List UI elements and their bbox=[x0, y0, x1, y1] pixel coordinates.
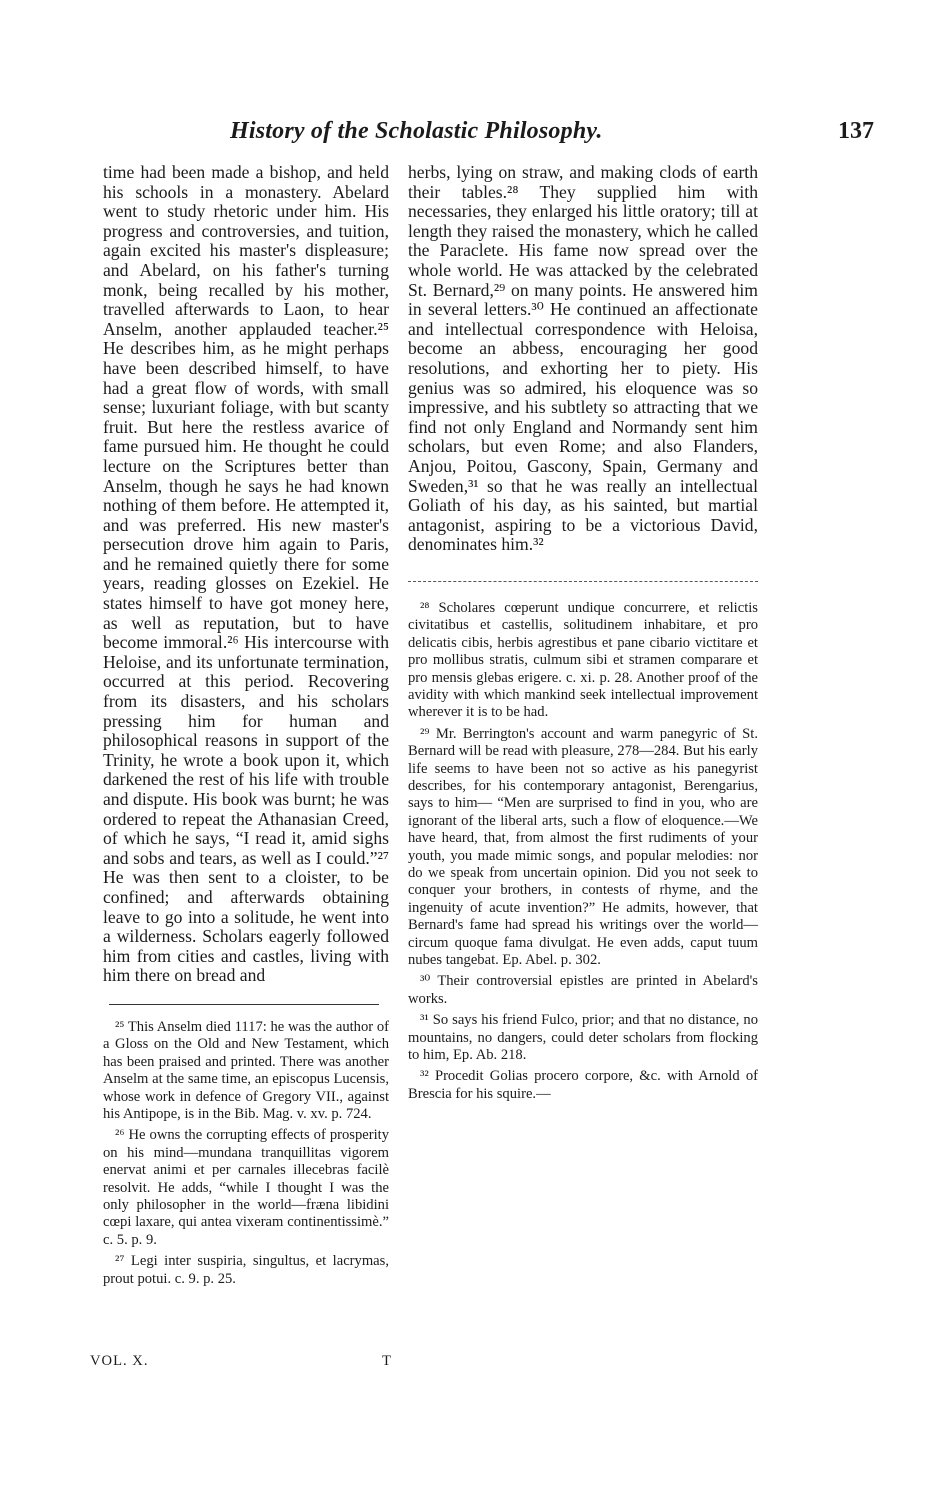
signature-line bbox=[0, 1353, 933, 1375]
footnote-28: ²⁸ Scholares cœperunt undique concurrere, et relictis civitatibus et castellis, solitudinem inhabitare, et pro delicatis cibis, herbis agrestibus et pane cibario victitare et pro mollibus stratis, culmum sibi et stramen comparare et pro mensis glebas erigere. c. xi. p. 28. Another proof of the avidity with which mankind seek intellectual improvement wherever it is to be had. bbox=[408, 599, 758, 721]
footnote-30: ³⁰ Their controversial epistles are printed in Abelard's works. bbox=[408, 973, 758, 1007]
footnote-29: ²⁹ Mr. Berrington's account and warm panegyric of St. Bernard will be read with pleasure, 278—284. But his early life seems to have been not so active as his panegyrist describes, for his contemporary antagonist, Berengarius, says to him— “Men are surprised to find in you, who are ignorant of the liberal arts, such a flow of eloquence.—We have heard, that, from almost the first rudiments of your youth, you made mimic songs, and popular melodies: nor do we speak from uncertain opinion. Did you not seek to conquer your brothers, in contests of rhyme, and the ingenuity of acute invention?” He admits, however, that Bernard's fame had spread his writings over the world—circum quoque fama divulgat. He even adds, caput tuum nubes tangebat. Ep. Abel. p. 302. bbox=[408, 725, 758, 968]
signature-mark: T bbox=[382, 1353, 391, 1369]
left-column bbox=[103, 163, 389, 1292]
running-title: History of the Scholastic Philosophy. bbox=[230, 118, 603, 144]
left-body-text: time had been made a bishop, and held his schools in a monastery. Abelard went to study rhetoric under him. His progress and controversies, and tuition, again excited his master's displeasure; and Abelard, on his father's turning monk, being recalled by his mother, travelled afterwards to Laon, to hear Anselm, another applauded teacher.²⁵ He describes him, as he might perhaps have been described himself, to have had a great flow of words, with small sense; luxuriant foliage, with but scanty fruit. But here the restless avarice of fame pursued him. He thought he could lecture on the Scriptures better than Anselm, though he says he had known nothing of them before. He attempted it, and was preferred. His new master's persecution drove him again to Paris, and he remained quietly there for some years, reading glosses on Ezekiel. He states himself to have got money here, as well as reputation, but to have become immoral.²⁶ His intercourse with Heloise, and its unfortunate termination, occurred at this period. Recovering from its disasters, and his scholars pressing him for human and philosophical reasons in support of the Trinity, he wrote a book upon it, which darkened the rest of his life with trouble and dispute. His book was burnt; he was ordered to repeat the Athanasian Creed, of which he says, “I read it, amid sighs and sobs and tears, as well as I could.”²⁷ He was then sent to a cloister, to be confined; and afterwards obtaining leave to go into a solitude, he went into a wilderness. Scholars eagerly followed him from cities and castles, living with him there on bread and bbox=[103, 162, 389, 986]
footnote-rule bbox=[109, 1004, 379, 1005]
right-body-text: herbs, lying on straw, and making clods of earth their tables.²⁸ They supplied him with necessaries, they enlarged his little oratory; till at length they raised the monastery, which he called the Paraclete. His fame now spread over the whole world. He was attacked by the celebrated St. Bernard,²⁹ on many points. He answered him in several letters.³⁰ He continued an affectionate and intellectual correspondence with Heloisa, become an abbess, encouraging her good resolutions, and exhorting her to piety. His genius was so admired, his eloquence was so impressive, and his subtlety so attracting that we find not only England and Normandy sent him scholars, but even Rome; and also Flanders, Anjou, Poitou, Gascony, Spain, Germany and Sweden,³¹ so that he was really an intellectual Goliath of his day, as his sainted, but martial antagonist, aspiring to be a victorious David, denominates him.³² bbox=[408, 162, 758, 555]
page-number: 137 bbox=[838, 118, 874, 144]
footnote-rule bbox=[408, 581, 758, 582]
footnote-25: ²⁵ This Anselm died 1117: he was the author of a Gloss on the Old and New Testament, which has been praised and printed. There was another Anselm at the same time, an episcopus Lucensis, whose work in defence of Gregory VII., against his Antipope, is in the Bib. Mag. v. xv. p. 724. bbox=[103, 1018, 389, 1122]
running-head bbox=[0, 118, 933, 150]
volume-mark: VOL. X. bbox=[90, 1353, 149, 1369]
footnote-32: ³² Procedit Golias procero corpore, &c. with Arnold of Brescia for his squire.— bbox=[408, 1068, 758, 1102]
right-column bbox=[408, 163, 758, 1107]
footnote-26: ²⁶ He owns the corrupting effects of prosperity on his mind—mundana tranquillitas vigorem enervat animi et per carnales illecebras facilè resolvit. He adds, “while I thought I was the only philosopher in the world—fræna libidini cœpi laxare, qui antea vixeram continentissimè.” c. 5. p. 9. bbox=[103, 1127, 389, 1248]
footnote-31: ³¹ So says his friend Fulco, prior; and that no distance, no mountains, no dangers, could deter scholars from flocking to him, Ep. Ab. 218. bbox=[408, 1012, 758, 1064]
footnote-27: ²⁷ Legi inter suspiria, singultus, et lacrymas, prout potui. c. 9. p. 25. bbox=[103, 1253, 389, 1287]
